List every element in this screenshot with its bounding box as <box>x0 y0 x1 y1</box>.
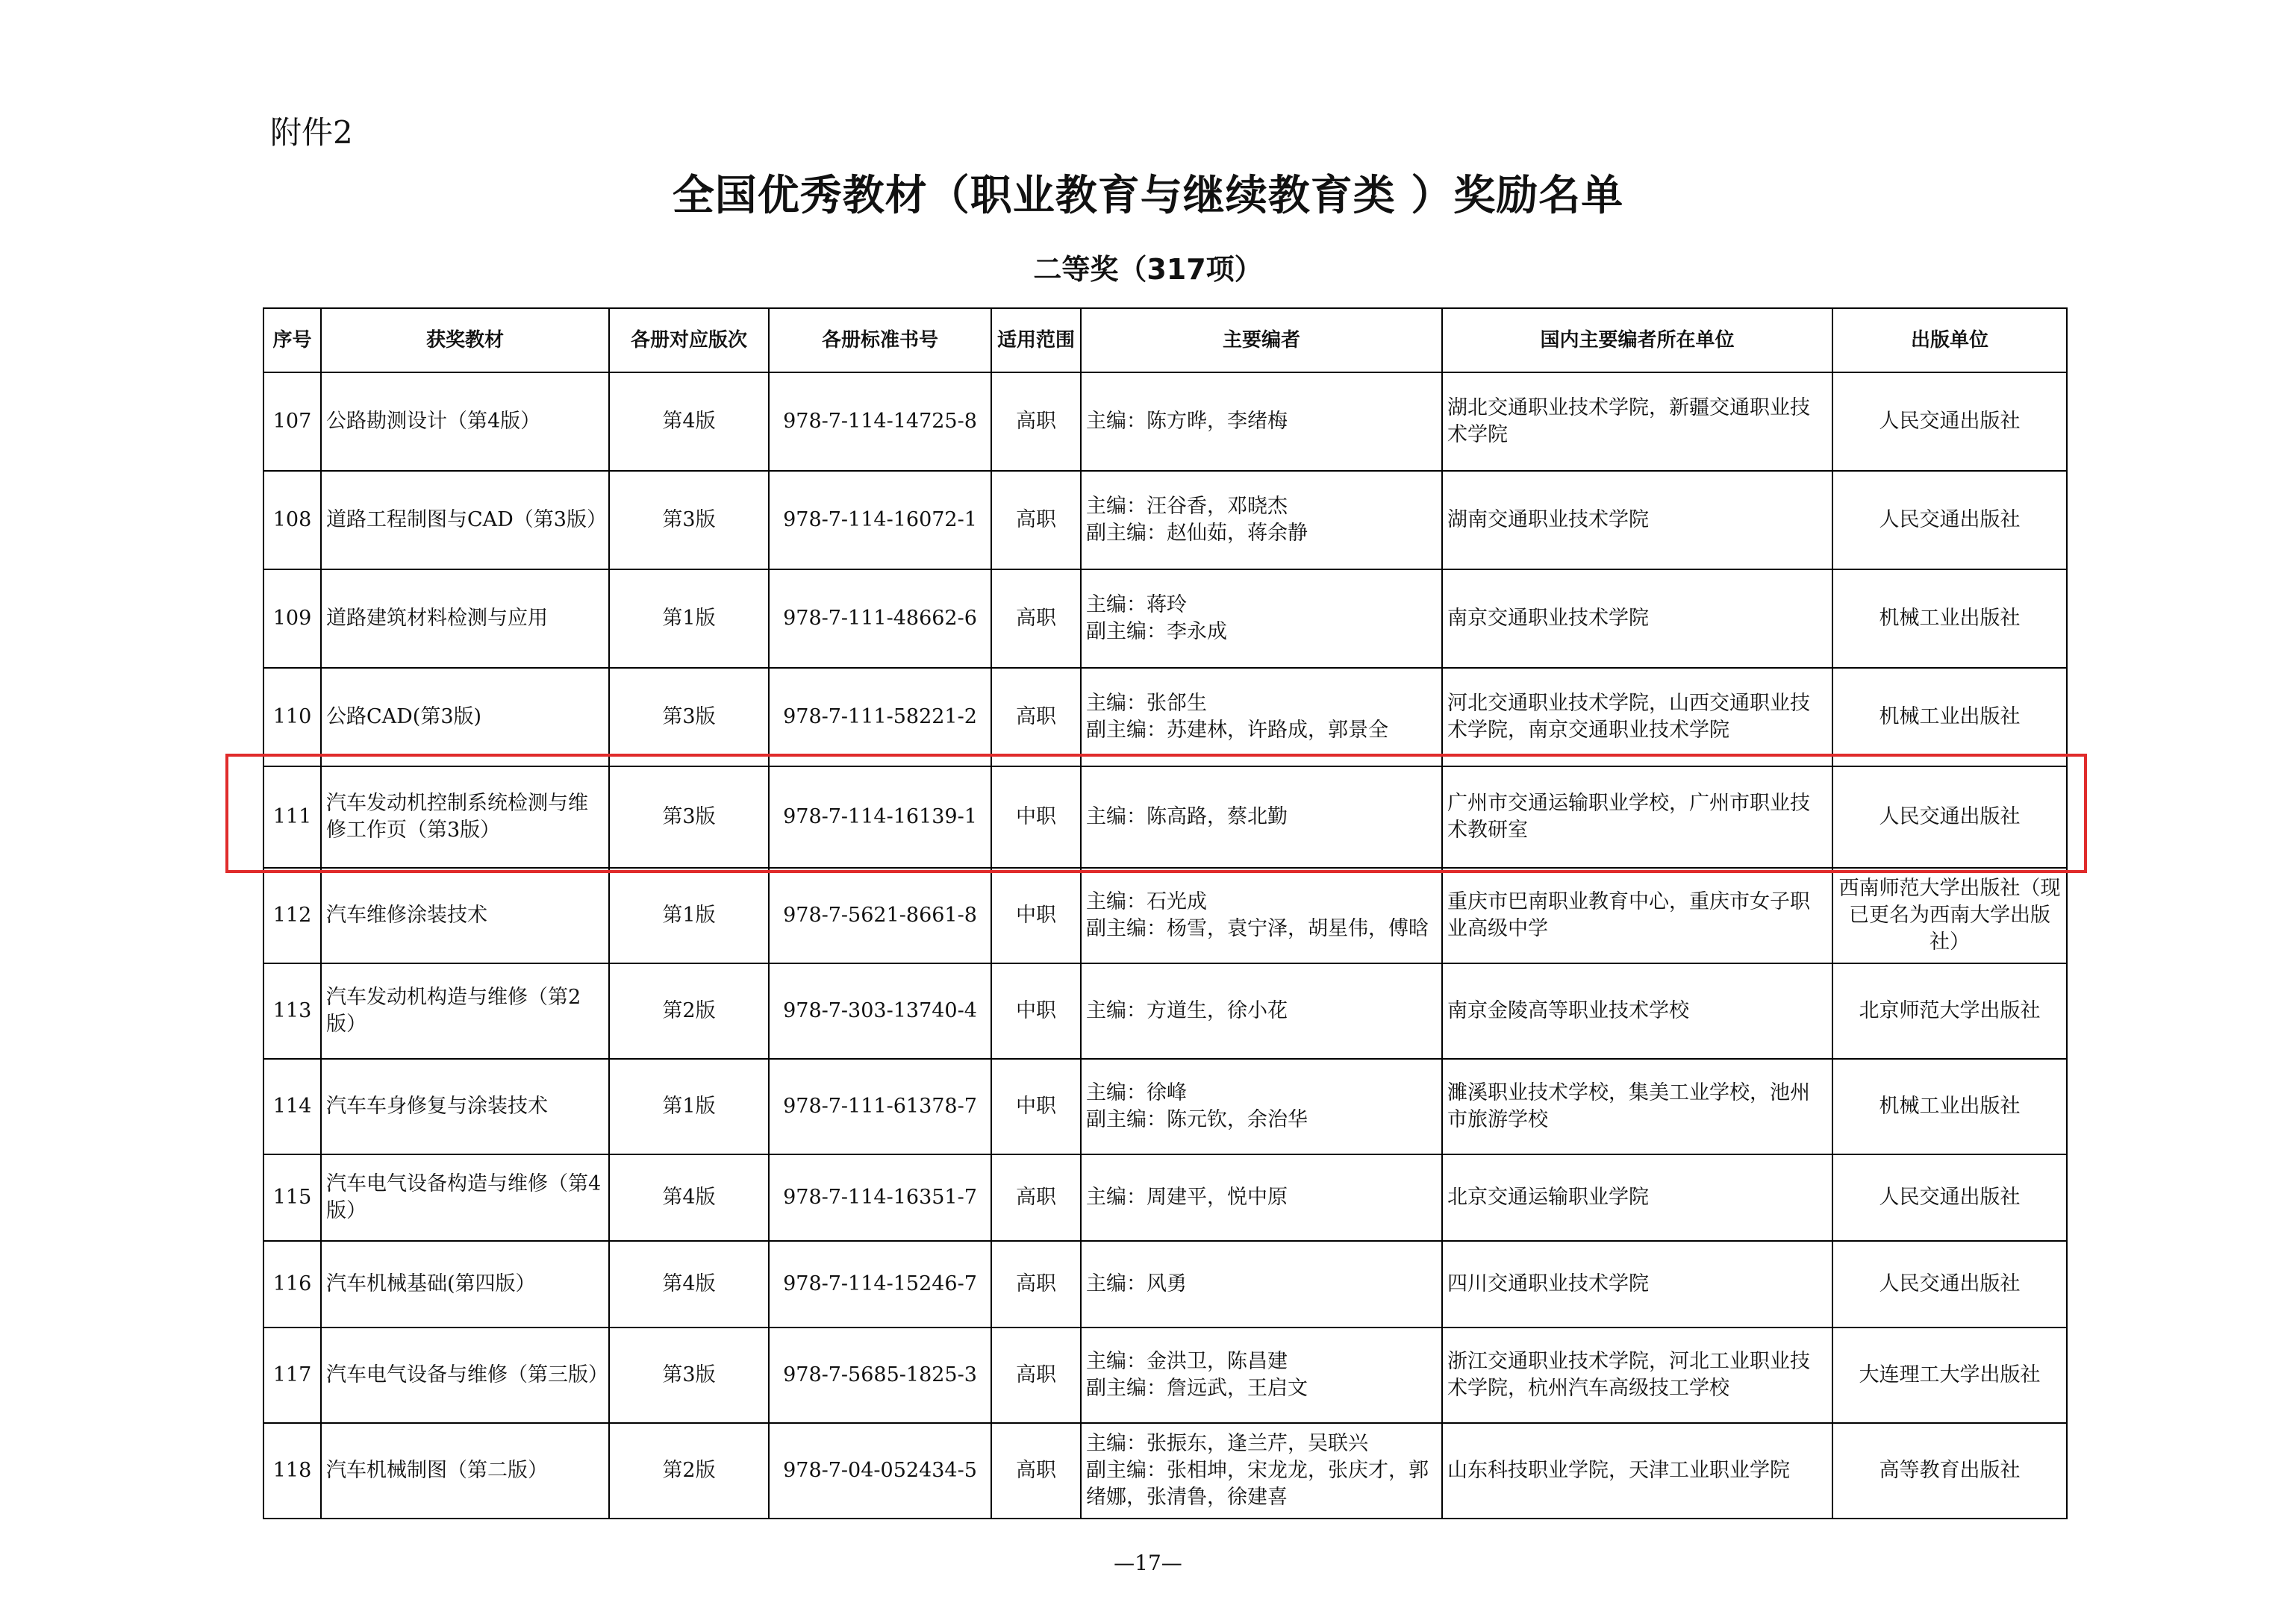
table-row <box>263 569 2067 668</box>
row-publisher: 人民交通出版社 <box>1832 1241 2067 1328</box>
header-textbook: 获奖教材 <box>321 308 609 372</box>
row-units: 湖北交通职业技术学院，新疆交通职业技术学院 <box>1442 372 1832 471</box>
row-isbn: 978-7-114-15246-7 <box>769 1241 991 1328</box>
table-row <box>263 868 2067 963</box>
row-publisher: 高等教育出版社 <box>1832 1423 2067 1519</box>
row-publisher: 西南师范大学出版社（现已更名为西南大学出版社） <box>1832 868 2067 963</box>
row-editors <box>1081 963 1442 1059</box>
row-publisher: 人民交通出版社 <box>1832 372 2067 471</box>
table-row <box>263 1241 2067 1328</box>
row-seq: 117 <box>263 1328 321 1423</box>
header-publisher: 出版单位 <box>1832 308 2067 372</box>
document-title: 全国优秀教材（职业教育与继续教育类 ）奖励名单 <box>672 172 1624 220</box>
row-scope: 高职 <box>991 668 1081 766</box>
row-scope: 高职 <box>991 1154 1081 1241</box>
editor-line: 主编：金洪卫，陈昌建 <box>1086 1350 1288 1373</box>
row-edition: 第4版 <box>609 1154 769 1241</box>
row-publisher: 机械工业出版社 <box>1832 569 2067 668</box>
table-row <box>263 668 2067 766</box>
row-publisher: 北京师范大学出版社 <box>1832 963 2067 1059</box>
row-units: 重庆市巴南职业教育中心，重庆市女子职业高级中学 <box>1442 868 1832 963</box>
row-textbook: 公路CAD(第3版) <box>321 668 609 766</box>
editor-line: 副主编：苏建林，许路成，郭景全 <box>1086 719 1388 742</box>
row-scope: 高职 <box>991 1423 1081 1519</box>
table-row <box>263 1423 2067 1519</box>
header-scope: 适用范围 <box>991 308 1081 372</box>
row-edition: 第3版 <box>609 766 769 868</box>
row-edition: 第1版 <box>609 569 769 668</box>
header-seq: 序号 <box>263 308 321 372</box>
editor-line: 副主编：张相坤，宋龙龙，张庆才，郭绪娜，张清鲁，徐建喜 <box>1086 1459 1429 1509</box>
row-textbook: 汽车机械制图（第二版） <box>321 1423 609 1519</box>
row-units: 山东科技职业学院，天津工业职业学院 <box>1442 1423 1832 1519</box>
table-row <box>263 471 2067 569</box>
row-edition: 第1版 <box>609 1059 769 1154</box>
row-editors <box>1081 868 1442 963</box>
row-textbook: 汽车机械基础(第四版） <box>321 1241 609 1328</box>
row-editors <box>1081 766 1442 868</box>
editor-line: 主编：张振东，逢兰芹，吴联兴 <box>1086 1432 1368 1455</box>
editor-line: 主编：风勇 <box>1086 1272 1187 1295</box>
row-textbook: 汽车电气设备构造与维修（第4版） <box>321 1154 609 1241</box>
row-textbook: 道路建筑材料检测与应用 <box>321 569 609 668</box>
table-row <box>263 1154 2067 1241</box>
row-units: 南京金陵高等职业技术学校 <box>1442 963 1832 1059</box>
row-seq: 114 <box>263 1059 321 1154</box>
row-seq: 110 <box>263 668 321 766</box>
row-editors <box>1081 1241 1442 1328</box>
row-seq: 108 <box>263 471 321 569</box>
page-number: —17— <box>1114 1551 1182 1575</box>
header-units: 国内主要编者所在单位 <box>1442 308 1832 372</box>
row-units: 广州市交通运输职业学校，广州市职业技术教研室 <box>1442 766 1832 868</box>
row-edition: 第2版 <box>609 963 769 1059</box>
row-scope: 中职 <box>991 963 1081 1059</box>
row-edition: 第1版 <box>609 868 769 963</box>
row-scope: 中职 <box>991 868 1081 963</box>
row-textbook: 公路勘测设计（第4版） <box>321 372 609 471</box>
award-table-body <box>263 372 2067 1519</box>
award-level-subtitle: 二等奖（317项） <box>1033 253 1263 286</box>
row-publisher: 人民交通出版社 <box>1832 471 2067 569</box>
editor-line: 副主编：赵仙茹，蒋余静 <box>1086 522 1308 545</box>
editor-line: 主编：陈方晔，李绪梅 <box>1086 410 1288 433</box>
editor-line: 主编：张郃生 <box>1086 692 1207 715</box>
row-isbn: 978-7-111-61378-7 <box>769 1059 991 1154</box>
row-units: 河北交通职业技术学院，山西交通职业技术学院，南京交通职业技术学院 <box>1442 668 1832 766</box>
award-table <box>263 307 2068 1519</box>
row-seq: 111 <box>263 766 321 868</box>
row-seq: 107 <box>263 372 321 471</box>
attachment-label: 附件2 <box>270 114 353 151</box>
row-editors <box>1081 1154 1442 1241</box>
editor-line: 主编：周建平，悦中原 <box>1086 1186 1288 1209</box>
row-seq: 109 <box>263 569 321 668</box>
editor-line: 主编：徐峰 <box>1086 1081 1187 1104</box>
row-seq: 118 <box>263 1423 321 1519</box>
row-units: 四川交通职业技术学院 <box>1442 1241 1832 1328</box>
row-editors <box>1081 569 1442 668</box>
header-isbn: 各册标准书号 <box>769 308 991 372</box>
row-isbn: 978-7-04-052434-5 <box>769 1423 991 1519</box>
row-scope: 高职 <box>991 471 1081 569</box>
editor-line: 副主编：李永成 <box>1086 620 1227 643</box>
row-isbn: 978-7-114-16139-1 <box>769 766 991 868</box>
row-scope: 高职 <box>991 1328 1081 1423</box>
row-textbook: 道路工程制图与CAD（第3版） <box>321 471 609 569</box>
row-textbook: 汽车发动机控制系统检测与维修工作页（第3版） <box>321 766 609 868</box>
header-editors: 主要编者 <box>1081 308 1442 372</box>
row-publisher: 机械工业出版社 <box>1832 668 2067 766</box>
editor-line: 主编：石光成 <box>1086 890 1207 913</box>
row-editors <box>1081 1328 1442 1423</box>
row-units: 浙江交通职业技术学院，河北工业职业技术学院，杭州汽车高级技工学校 <box>1442 1328 1832 1423</box>
row-scope: 高职 <box>991 1241 1081 1328</box>
editor-line: 副主编：陈元钦，余治华 <box>1086 1108 1308 1131</box>
row-units: 南京交通职业技术学院 <box>1442 569 1832 668</box>
editor-line: 主编：汪谷香，邓晓杰 <box>1086 495 1288 518</box>
row-isbn: 978-7-114-16072-1 <box>769 471 991 569</box>
table-row <box>263 372 2067 471</box>
row-publisher: 机械工业出版社 <box>1832 1059 2067 1154</box>
editor-line: 主编：陈高路，蔡北勤 <box>1086 805 1288 828</box>
row-textbook: 汽车发动机构造与维修（第2版） <box>321 963 609 1059</box>
row-edition: 第2版 <box>609 1423 769 1519</box>
row-isbn: 978-7-111-48662-6 <box>769 569 991 668</box>
row-edition: 第3版 <box>609 668 769 766</box>
row-edition: 第4版 <box>609 372 769 471</box>
editor-line: 主编：方道生，徐小花 <box>1086 999 1288 1022</box>
row-isbn: 978-7-303-13740-4 <box>769 963 991 1059</box>
row-seq: 115 <box>263 1154 321 1241</box>
editor-line: 副主编：詹远武，王启文 <box>1086 1377 1308 1400</box>
row-editors <box>1081 1059 1442 1154</box>
row-seq: 116 <box>263 1241 321 1328</box>
row-scope: 高职 <box>991 569 1081 668</box>
row-isbn: 978-7-5685-1825-3 <box>769 1328 991 1423</box>
row-seq: 112 <box>263 868 321 963</box>
row-edition: 第3版 <box>609 1328 769 1423</box>
table-row <box>263 963 2067 1059</box>
row-scope: 高职 <box>991 372 1081 471</box>
row-isbn: 978-7-114-14725-8 <box>769 372 991 471</box>
row-edition: 第3版 <box>609 471 769 569</box>
row-textbook: 汽车维修涂装技术 <box>321 868 609 963</box>
row-publisher: 大连理工大学出版社 <box>1832 1328 2067 1423</box>
editor-line: 主编：蒋玲 <box>1086 593 1187 616</box>
row-textbook: 汽车电气设备与维修（第三版） <box>321 1328 609 1423</box>
row-textbook: 汽车车身修复与涂装技术 <box>321 1059 609 1154</box>
table-row <box>263 766 2067 868</box>
header-edition: 各册对应版次 <box>609 308 769 372</box>
row-publisher: 人民交通出版社 <box>1832 766 2067 868</box>
row-editors <box>1081 1423 1442 1519</box>
table-row <box>263 1059 2067 1154</box>
row-publisher: 人民交通出版社 <box>1832 1154 2067 1241</box>
row-units: 湖南交通职业技术学院 <box>1442 471 1832 569</box>
row-isbn: 978-7-5621-8661-8 <box>769 868 991 963</box>
table-header-row <box>263 308 2067 372</box>
row-isbn: 978-7-114-16351-7 <box>769 1154 991 1241</box>
row-edition: 第4版 <box>609 1241 769 1328</box>
row-editors <box>1081 372 1442 471</box>
row-editors <box>1081 471 1442 569</box>
table-row <box>263 1328 2067 1423</box>
row-scope: 中职 <box>991 766 1081 868</box>
row-scope: 中职 <box>991 1059 1081 1154</box>
row-seq: 113 <box>263 963 321 1059</box>
row-units: 濉溪职业技术学校，集美工业学校，池州市旅游学校 <box>1442 1059 1832 1154</box>
editor-line: 副主编：杨雪，袁宁泽，胡星伟，傅晗 <box>1086 917 1429 940</box>
row-units: 北京交通运输职业学院 <box>1442 1154 1832 1241</box>
row-editors <box>1081 668 1442 766</box>
row-isbn: 978-7-111-58221-2 <box>769 668 991 766</box>
